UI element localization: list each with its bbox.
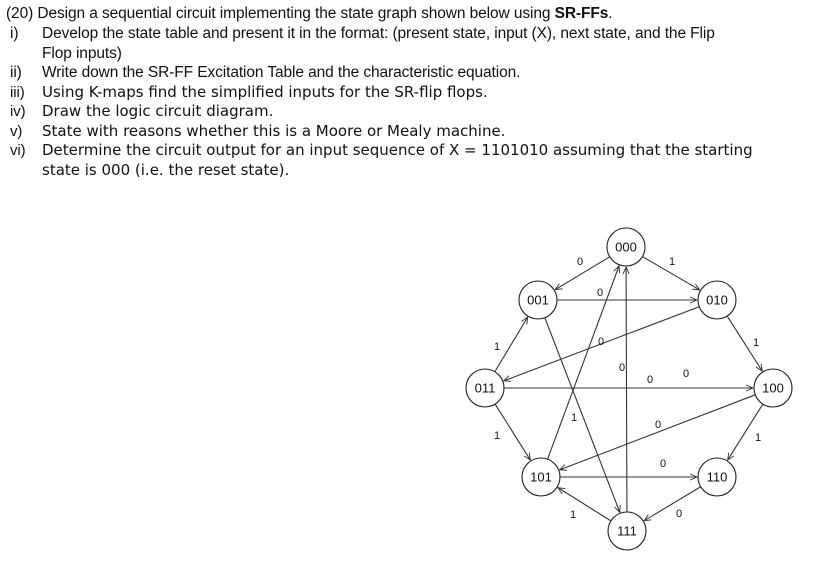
transition-input-label: 0 xyxy=(659,458,667,470)
state-label: 110 xyxy=(706,469,728,485)
transition-input-label: 1 xyxy=(493,430,501,442)
transition-input-label: 0 xyxy=(646,374,654,386)
transition-011-to-101 xyxy=(495,404,530,460)
part-number: v) xyxy=(10,122,23,140)
part-number: i) xyxy=(10,25,19,42)
state-node-000 xyxy=(607,228,645,266)
part-text: State with reasons whether this is a Moore or Mealy machine. xyxy=(42,121,506,140)
transition-input-label: 1 xyxy=(752,337,760,349)
transition-input-label: 1 xyxy=(570,412,578,424)
state-label: 000 xyxy=(615,239,637,255)
state-node-001 xyxy=(519,281,557,319)
part-number: ii) xyxy=(10,64,22,81)
part-text: Develop the state table and present it in the format: (present state, input (X), next state, and the Flip xyxy=(42,25,715,42)
transition-input-label: 1 xyxy=(493,341,501,353)
part-text: Determine the circuit output for an input sequence of X = 1101010 assuming that the starting xyxy=(42,141,753,159)
header-bold: SR-FFs xyxy=(554,5,609,22)
part-text-cont: Flop inputs) xyxy=(42,44,122,62)
part-text: Using K-maps find the simplified inputs for the SR-flip flops. xyxy=(42,82,488,101)
transition-input-label: 0 xyxy=(654,419,662,431)
transition-111-to-101 xyxy=(558,488,611,521)
transition-input-label: 1 xyxy=(569,509,577,521)
transition-input-label: 0 xyxy=(597,336,605,348)
transition-input-label: 0 xyxy=(682,368,690,380)
state-label: 001 xyxy=(527,292,549,308)
transition-110-to-111 xyxy=(644,487,701,521)
state-label: 111 xyxy=(617,523,637,539)
transition-input-label: 0 xyxy=(596,287,604,299)
header-prefix: (20) Design a sequential circuit implementing the state graph shown below using xyxy=(6,5,555,22)
state-graph-nodes xyxy=(466,228,792,550)
state-node-010 xyxy=(698,281,736,319)
part-text-cont: state is 000 (i.e. the reset state). xyxy=(42,160,290,179)
state-label: 101 xyxy=(530,469,552,485)
header-suffix: . xyxy=(608,5,613,22)
state-node-111 xyxy=(608,512,646,550)
part-text: Draw the logic circuit diagram. xyxy=(42,102,274,120)
state-node-101 xyxy=(522,458,560,496)
transition-input-label: 0 xyxy=(675,508,683,520)
state-node-011 xyxy=(466,369,504,407)
state-node-110 xyxy=(698,458,736,496)
part-number: vi) xyxy=(10,142,26,159)
state-label: 010 xyxy=(706,292,728,308)
transition-input-label: 1 xyxy=(754,432,762,444)
transition-101-to-000 xyxy=(548,266,619,459)
transition-input-label: 1 xyxy=(668,256,676,268)
state-node-100 xyxy=(754,369,792,407)
transition-111-to-000 xyxy=(626,267,627,512)
part-number: iii) xyxy=(10,83,25,101)
state-label: 011 xyxy=(474,380,496,396)
transition-input-label: 0 xyxy=(576,256,584,268)
part-number: iv) xyxy=(10,103,26,120)
transition-input-label: 0 xyxy=(618,362,626,374)
part-text: Write down the SR-FF Excitation Table and the characteristic equation. xyxy=(42,64,521,81)
state-label: 100 xyxy=(762,380,784,396)
